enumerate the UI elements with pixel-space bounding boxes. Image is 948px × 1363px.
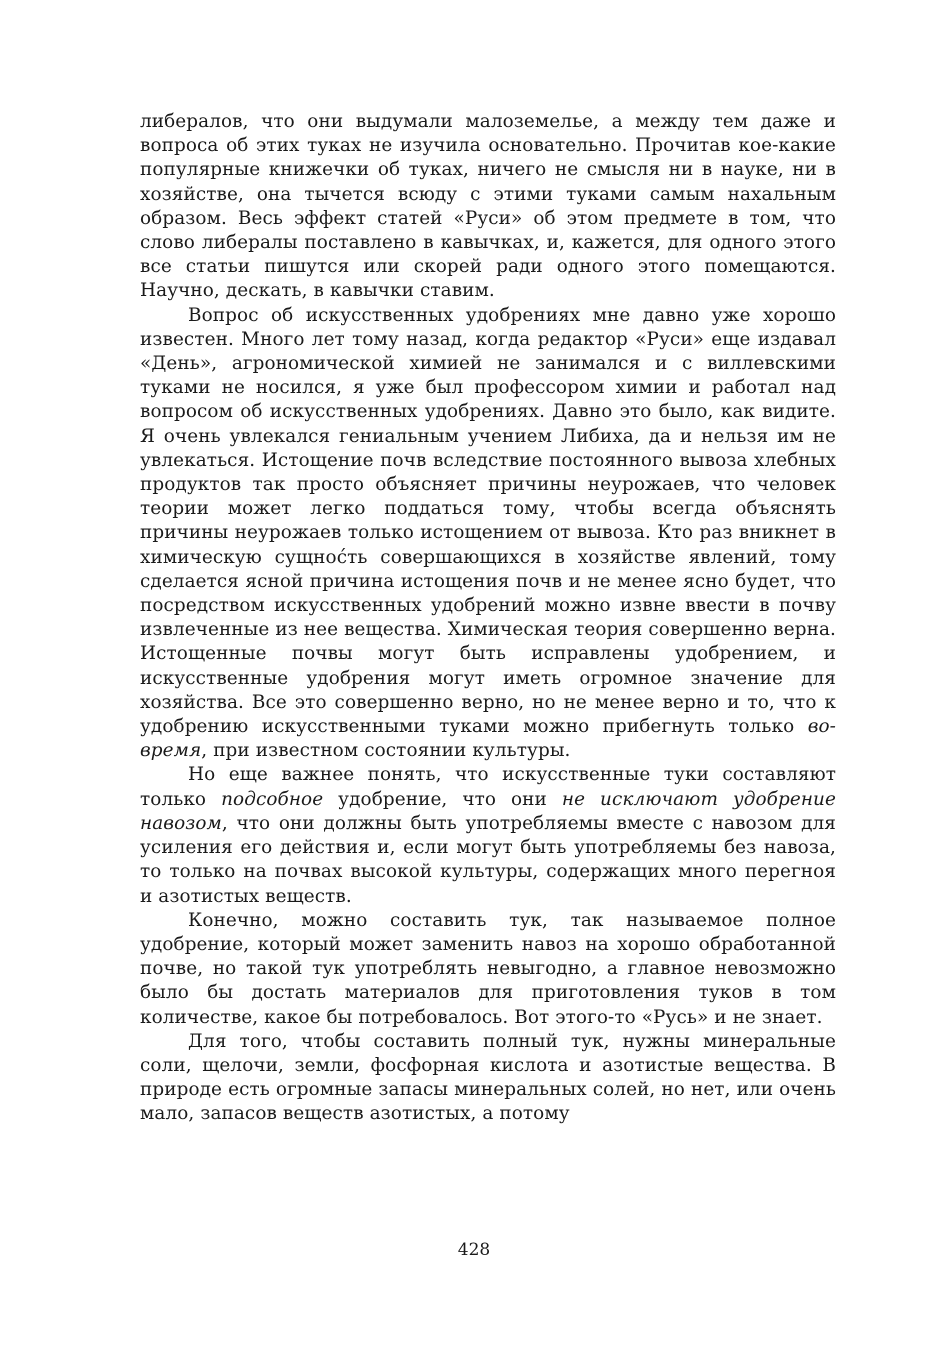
paragraph: [140, 909, 836, 1030]
paragraph: [140, 763, 836, 908]
text-segment: Конечно, можно составить тук, так называемое полное удобрение, который может заменить навоз на хорошо обработанной почве, но такой тук употреблять невыгодно, а главное невозможно было бы достать материалов для приготовления туков в том количестве, какое бы потребовалось. Вот этого-то «Русь» и не знает.: [140, 909, 836, 1028]
page-number: 428: [457, 1240, 491, 1260]
paragraph: [140, 1030, 836, 1127]
text-segment: удобрение, что они: [323, 788, 562, 810]
text-segment: Вопрос об искусственных удобрениях мне давно уже хорошо известен. Много лет тому назад, когда редактор «Руси» еще издавал «День», агрономической химией не занимался и с виллевскими туками не носился, я уже был профессором химии и работал над вопросом об искусственных удобрениях. Давно это было, как видите. Я очень увлекался гениальным учением Либиха, да и нельзя им не увлекаться. Истощение почв вследствие постоянного вывоза хлебных продуктов так просто объясняет причины неурожаев, что человек теории может легко поддаться тому, чтобы всегда объяснять причины неурожаев только истощением от вывоза. Кто раз вникнет в химическую сущноćть совершающихся в хозяйстве явлений, тому сделается ясной причина истощения почв и не менее ясно будет, что посредством искусственных удобрений можно извне ввести в почву извлеченные из нее вещества. Химическая теория совершенно верна. Истощенные почвы могут быть исправлены удобрением, и искусственные удобрения могут иметь огромное значение для хозяйства. Все это совершенно верно, но не менее верно и то, что к удобрению искусственными туками можно прибегнуть только: [140, 304, 836, 738]
italic-text-segment: подсобное: [221, 788, 324, 810]
text-segment: , что они должны быть употребляемы вместе с навозом для усиления его действия и, если могут быть употребляемы без навоза, то только на почвах высокой культуры, содержащих много перегноя и азотистых веществ.: [140, 812, 836, 907]
text-segment: либералов, что они выдумали малоземелье, а между тем даже и вопроса об этих туках не изучила основательно. Прочитав кое-какие популярные книжечки об туках, ничего не смысля ни в науке, ни в хозяйстве, она тычется всюду с этими туками самым нахальным образом. Весь эффект статей «Руси» об этом предмете в том, что слово либералы поставлено в кавычках, и, кажется, для одного этого все статьи пишутся или скорей ради одного этого помещаются. Научно, дескать, в кавычки ставим.: [140, 111, 836, 302]
text-segment: Но еще важнее понять, что искусственные туки составляют только: [140, 764, 836, 810]
text-segment: Для того, чтобы составить полный тук, нужны минеральные соли, щелочи, земли, фосфорная кислота и азотистые вещества. В природе есть огромные запасы минеральных солей, но нет, или очень мало, запасов веществ азотистых, а потому: [140, 1030, 836, 1125]
paragraph: [140, 110, 836, 304]
italic-text-segment: во-время: [140, 716, 836, 762]
paragraph: [140, 304, 836, 764]
body-text: [140, 110, 836, 1127]
text-segment: , при известном состоянии культуры.: [201, 740, 571, 762]
italic-text-segment: не исключают удобрение навозом: [140, 788, 836, 834]
